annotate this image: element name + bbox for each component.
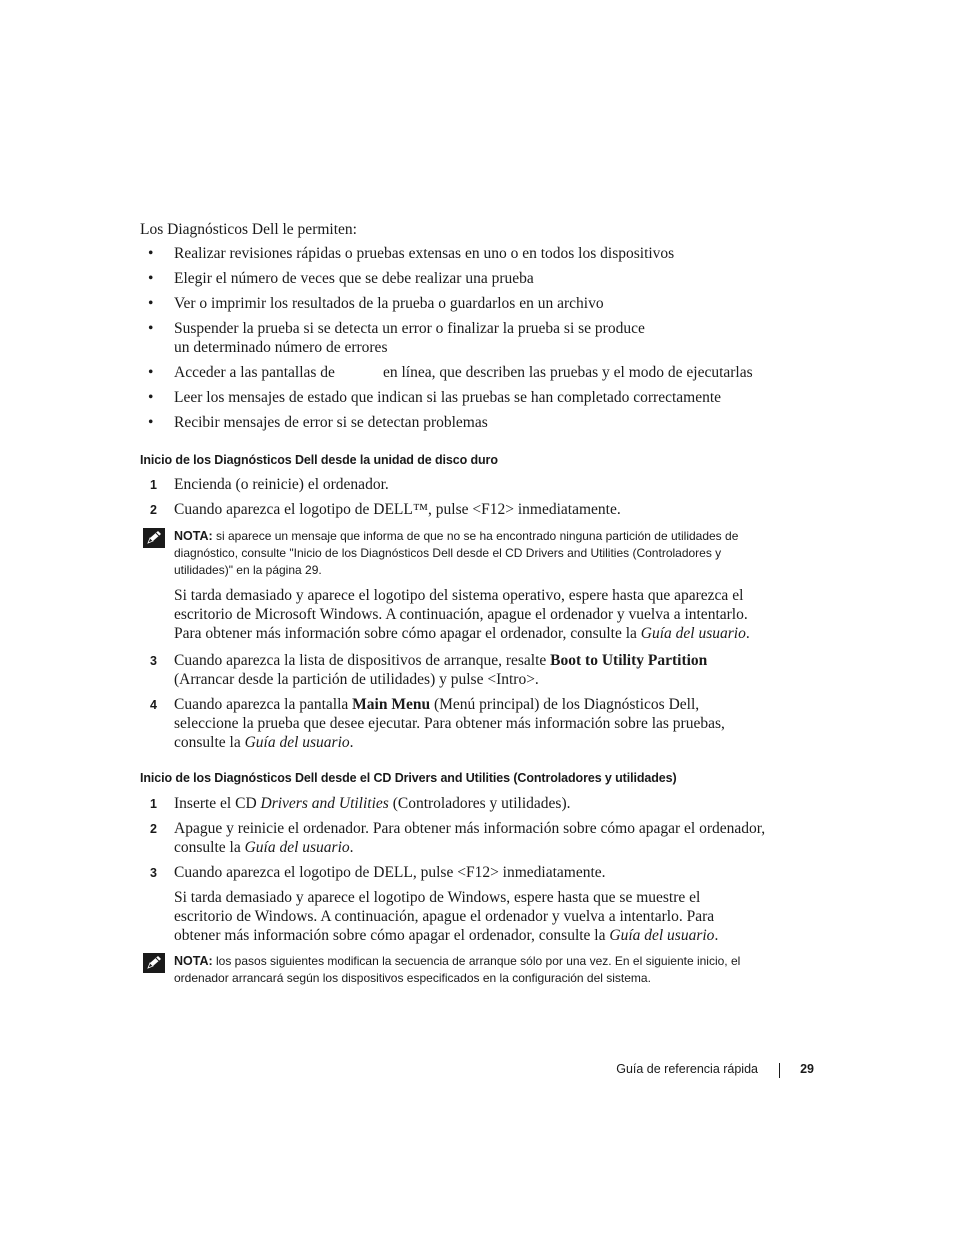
note-box: NOTA: si aparece un mensaje que informa de que no se ha encontrado ninguna partición de utilidades de diagnóstico, consulte "Inicio de los Diagnósticos Dell desde el CD Drivers and Utilities (Controladores y utilidades)" en la página 29. — [140, 528, 770, 579]
section-heading: Inicio de los Diagnósticos Dell desde la unidad de disco duro — [140, 453, 498, 467]
paragraph: Si tarda demasiado y aparece el logotipo del sistema operativo, espere hasta que aparezca el escritorio de Microsoft Windows. A continuación, apague el ordenador y vuelva a intentarlo. Para obtener más información sobre cómo apagar el ordenador, consulte la Guía del usuario. — [174, 587, 750, 642]
bullet-icon: • — [148, 295, 154, 312]
list-item: • Suspender la prueba si se detecta un error o finalizar la prueba si se produce un determinado número de errores — [148, 320, 645, 356]
step-item: 2 Cuando aparezca el logotipo de DELL™, pulse <F12> inmediatamente. — [150, 501, 621, 518]
note-pencil-icon — [143, 953, 165, 973]
step-item: 2 Apague y reinicie el ordenador. Para obtener más información sobre cómo apagar el ordenador, consulte la Guía del usuario. — [150, 820, 766, 856]
feature-list — [140, 244, 780, 438]
step-number: 2 — [150, 503, 157, 517]
step-number: 2 — [150, 822, 157, 836]
bullet-icon: • — [148, 245, 154, 262]
bullet-icon: • — [148, 414, 154, 431]
list-item: • Acceder a las pantallas de en línea, que describen las pruebas y el modo de ejecutarlas — [148, 364, 753, 381]
paragraph: Si tarda demasiado y aparece el logotipo de Windows, espere hasta que se muestre el escritorio de Windows. A continuación, apague el ordenador y vuelva a intentarlo. Para obtener más información sobre cómo apagar el ordenador, consulte la Guía del usuario. — [174, 889, 719, 944]
step-number: 3 — [150, 866, 157, 880]
step-item: 3 Cuando aparezca el logotipo de DELL, pulse <F12> inmediatamente. — [150, 864, 606, 881]
list-item: • Realizar revisiones rápidas o pruebas extensas en uno o en todos los dispositivos — [148, 245, 675, 262]
note-label: NOTA: — [174, 954, 213, 968]
page-number: 29 — [800, 1062, 814, 1076]
bullet-icon: • — [148, 320, 154, 337]
section-heading: Inicio de los Diagnósticos Dell desde el CD Drivers and Utilities (Controladores y utilidades) — [140, 771, 677, 785]
step-number: 1 — [150, 797, 157, 811]
bullet-icon: • — [148, 270, 154, 287]
bullet-icon: • — [148, 364, 154, 381]
step-number: 3 — [150, 654, 157, 668]
bullet-icon: • — [148, 389, 154, 406]
step-number: 1 — [150, 478, 157, 492]
note-box: NOTA: los pasos siguientes modifican la secuencia de arranque sólo por una vez. En el siguiente inicio, el ordenador arrancará según los dispositivos especificados en la configuración del sistema. — [140, 953, 770, 987]
footer-title: Guía de referencia rápida — [616, 1062, 758, 1076]
step-number: 4 — [150, 698, 157, 712]
step-item: 1 Encienda (o reinicie) el ordenador. — [150, 476, 389, 493]
step-item: 4 Cuando aparezca la pantalla Main Menu (Menú principal) de los Diagnósticos Dell, seleccione la prueba que desee ejecutar. Para obtener más información sobre las pruebas, consulte la Guía del usuario. — [150, 696, 725, 751]
list-item: • Ver o imprimir los resultados de la prueba o guardarlos en un archivo — [148, 295, 604, 312]
note-label: NOTA: — [174, 529, 213, 543]
list-item: • Recibir mensajes de error si se detectan problemas — [148, 414, 488, 431]
step-item: 1 Inserte el CD Drivers and Utilities (Controladores y utilidades). — [150, 795, 571, 812]
note-pencil-icon — [143, 528, 165, 548]
intro-text: Los Diagnósticos Dell le permiten: — [140, 221, 357, 238]
footer-divider — [779, 1063, 780, 1078]
list-item: • Leer los mensajes de estado que indican si las pruebas se han completado correctamente — [148, 389, 722, 406]
step-item: 3 Cuando aparezca la lista de dispositivos de arranque, resalte Boot to Utility Partition (Arrancar desde la partición de utilidades) y pulse <Intro>. — [150, 652, 708, 688]
list-item: • Elegir el número de veces que se debe realizar una prueba — [148, 270, 534, 287]
